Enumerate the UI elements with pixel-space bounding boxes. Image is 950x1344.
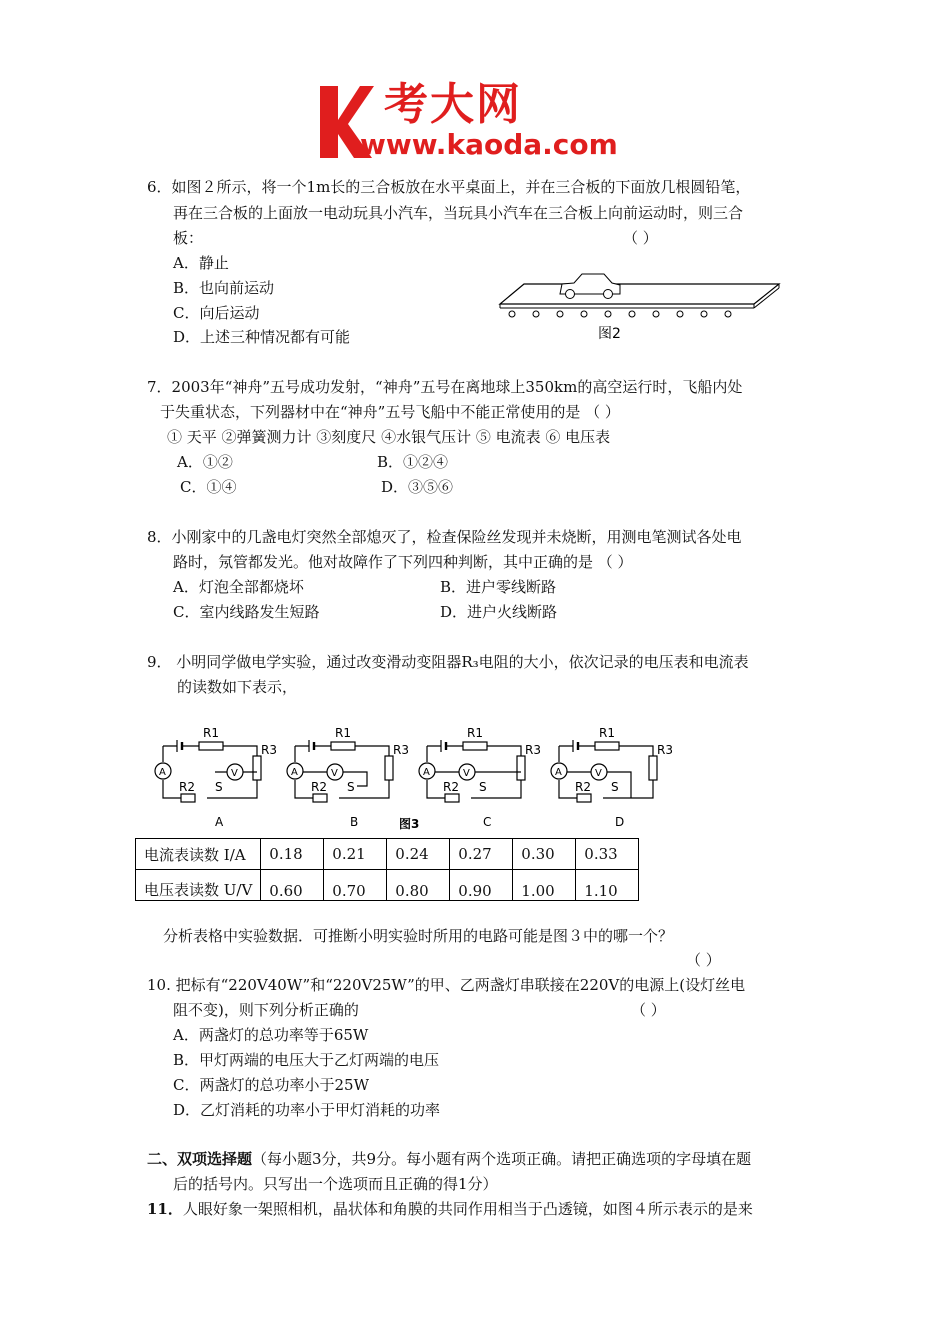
q6-line3: 板：: [173, 229, 204, 247]
circuit-c-r3: R3: [525, 743, 541, 757]
q10-line2: 阻不变)，则下列分析正确的: [173, 1001, 359, 1019]
q11-line1: [147, 1198, 753, 1220]
table-cell: 0.90: [450, 870, 513, 901]
circuit-d-r2: R2: [575, 780, 591, 794]
section-2-title: 二、双项选择题: [147, 1150, 253, 1168]
q6-option-b: B．也向前运动: [173, 279, 275, 297]
circuit-a-r2: R2: [179, 780, 195, 794]
table-cell: 0.60: [261, 870, 324, 901]
circuit-b-r3: R3: [393, 743, 409, 757]
q10-option-c: C．两盏灯的总功率小于25W: [173, 1076, 369, 1094]
table-cell: 0.70: [324, 870, 387, 901]
circuit-a: [155, 740, 261, 802]
table-cell: 0.24: [387, 839, 450, 870]
circuit-b-switch: S: [347, 780, 355, 794]
circuit-d-r1: R1: [599, 726, 615, 740]
q7-option-a: A．①②: [177, 453, 233, 471]
q7-line2: 于失重状态，下列器材中在“神舟”五号飞船中不能正常使用的是 （ ）: [160, 403, 620, 421]
circuit-c-switch: S: [479, 780, 487, 794]
logo-brand: 考大网: [384, 79, 522, 130]
circuit-a-ammeter: A: [159, 767, 166, 778]
table-cell: 1.10: [576, 870, 639, 901]
circuit-c-r1: R1: [467, 726, 483, 740]
current-header: 电流表读数 I/A: [136, 839, 261, 870]
circuit-a-r3: R3: [261, 743, 277, 757]
section-2-line2: 后的括号内。只写出一个选项而且正确的得1分）: [173, 1175, 498, 1193]
q10-answer-paren: （ ）: [631, 1001, 666, 1019]
figure-2-label: 图2: [598, 326, 621, 342]
q11-number: 11．: [147, 1200, 183, 1218]
circuit-a-switch: S: [215, 780, 223, 794]
circuit-d-switch: S: [611, 780, 619, 794]
q10-option-d: D．乙灯消耗的功率小于甲灯消耗的功率: [173, 1101, 441, 1119]
q6-line2: 再在三合板的上面放一电动玩具小汽车，当玩具小汽车在三合板上向前运动时，则三合: [173, 204, 744, 222]
circuit-b-ammeter: A: [291, 767, 298, 778]
circuit-d-voltmeter: V: [595, 768, 602, 779]
figure-3-circuits: [145, 722, 695, 830]
circuit-b-label: B: [350, 815, 359, 829]
q7-items: ① 天平 ②弹簧测力计 ③刻度尺 ④水银气压计 ⑤ 电流表 ⑥ 电压表: [167, 428, 611, 446]
circuit-b-voltmeter: V: [331, 768, 338, 779]
table-cell: 0.30: [513, 839, 576, 870]
q9-answer-paren: （ ）: [686, 951, 721, 969]
q9-analysis: 分析表格中实验数据．可推断小明实验时所用的电路可能是图３中的哪一个？: [163, 927, 674, 945]
circuit-c-ammeter: A: [423, 767, 430, 778]
table-cell: 0.21: [324, 839, 387, 870]
q7-line1: 7．2003年“神舟”五号成功发射，“神舟”五号在离地球上350km的高空运行时，飞船内处: [147, 378, 743, 396]
circuit-d-ammeter: A: [555, 767, 562, 778]
q8-option-b: B．进户零线断路: [440, 578, 557, 596]
circuit-c-r2: R2: [443, 780, 459, 794]
q10-option-b: B．甲灯两端的电压大于乙灯两端的电压: [173, 1051, 440, 1069]
circuit-b: [287, 740, 393, 802]
circuit-c-voltmeter: V: [463, 768, 470, 779]
table-cell: 0.18: [261, 839, 324, 870]
table-cell: 0.27: [450, 839, 513, 870]
table-cell: 0.33: [576, 839, 639, 870]
voltage-header: 电压表读数 U/V: [136, 870, 261, 901]
section-2-desc: （每小题3分，共9分。每小题有两个选项正确。请把正确选项的字母填在题: [252, 1150, 752, 1168]
q8-line1: 8．小刚家中的几盏电灯突然全部熄灭了，检查保险丝发现并未烧断，用测电笔测试各处电: [147, 528, 742, 546]
q6-option-c: C．向后运动: [173, 304, 260, 322]
circuit-b-r2: R2: [311, 780, 327, 794]
table-row: [136, 870, 639, 901]
q6-option-d: D．上述三种情况都有可能: [173, 328, 351, 346]
q8-line2: 路时，氖管都发光。他对故障作了下列四种判断，其中正确的是 （ ）: [173, 553, 633, 571]
circuit-c-label: C: [483, 815, 492, 829]
q7-option-b: B．①②④: [377, 453, 449, 471]
section-2-heading: [147, 1148, 751, 1170]
table-row: [136, 839, 639, 870]
q6-answer-paren: （ ）: [623, 229, 658, 247]
circuit-d-label: D: [615, 815, 625, 829]
q9-line2: 的读数如下表示，: [177, 678, 298, 696]
circuit-a-label: A: [215, 815, 224, 829]
q9-data-table: [135, 838, 639, 901]
q7-option-c: C．①④: [180, 478, 237, 496]
q7-option-d: D．③⑤⑥: [381, 478, 454, 496]
q10-option-a: A．两盏灯的总功率等于65W: [173, 1026, 369, 1044]
table-cell: 0.80: [387, 870, 450, 901]
figure-2-board-car: [494, 262, 784, 348]
q6-option-a: A．静止: [173, 254, 229, 272]
q8-option-d: D．进户火线断路: [440, 603, 558, 621]
circuit-a-r1: R1: [203, 726, 219, 740]
figure-3-label: 图3: [399, 817, 420, 830]
q9-line1: 9． 小明同学做电学实验，通过改变滑动变阻器R₃电阻的大小，依次记录的电压表和电流表: [147, 653, 749, 671]
q11-text: 人眼好象一架照相机，晶状体和角膜的共同作用相当于凸透镜，如图４所示表示的是来: [182, 1200, 753, 1218]
circuit-d: [551, 740, 657, 802]
circuit-d-r3: R3: [657, 743, 673, 757]
circuit-c: [419, 740, 525, 802]
logo-url: www.kaoda.com: [360, 128, 618, 161]
q8-option-c: C．室内线路发生短路: [173, 603, 320, 621]
q10-line1: 10. 把标有“220V40W”和“220V25W”的甲、乙两盏灯串联接在220V的电源上(设灯丝电: [147, 976, 746, 994]
circuit-b-r1: R1: [335, 726, 351, 740]
table-cell: 1.00: [513, 870, 576, 901]
q8-option-a: A．灯泡全部都烧坏: [173, 578, 304, 596]
circuit-a-voltmeter: V: [231, 768, 238, 779]
q6-line1: 6．如图２所示，将一个1m长的三合板放在水平桌面上，并在三合板的下面放几根圆铅笔，: [147, 178, 751, 196]
